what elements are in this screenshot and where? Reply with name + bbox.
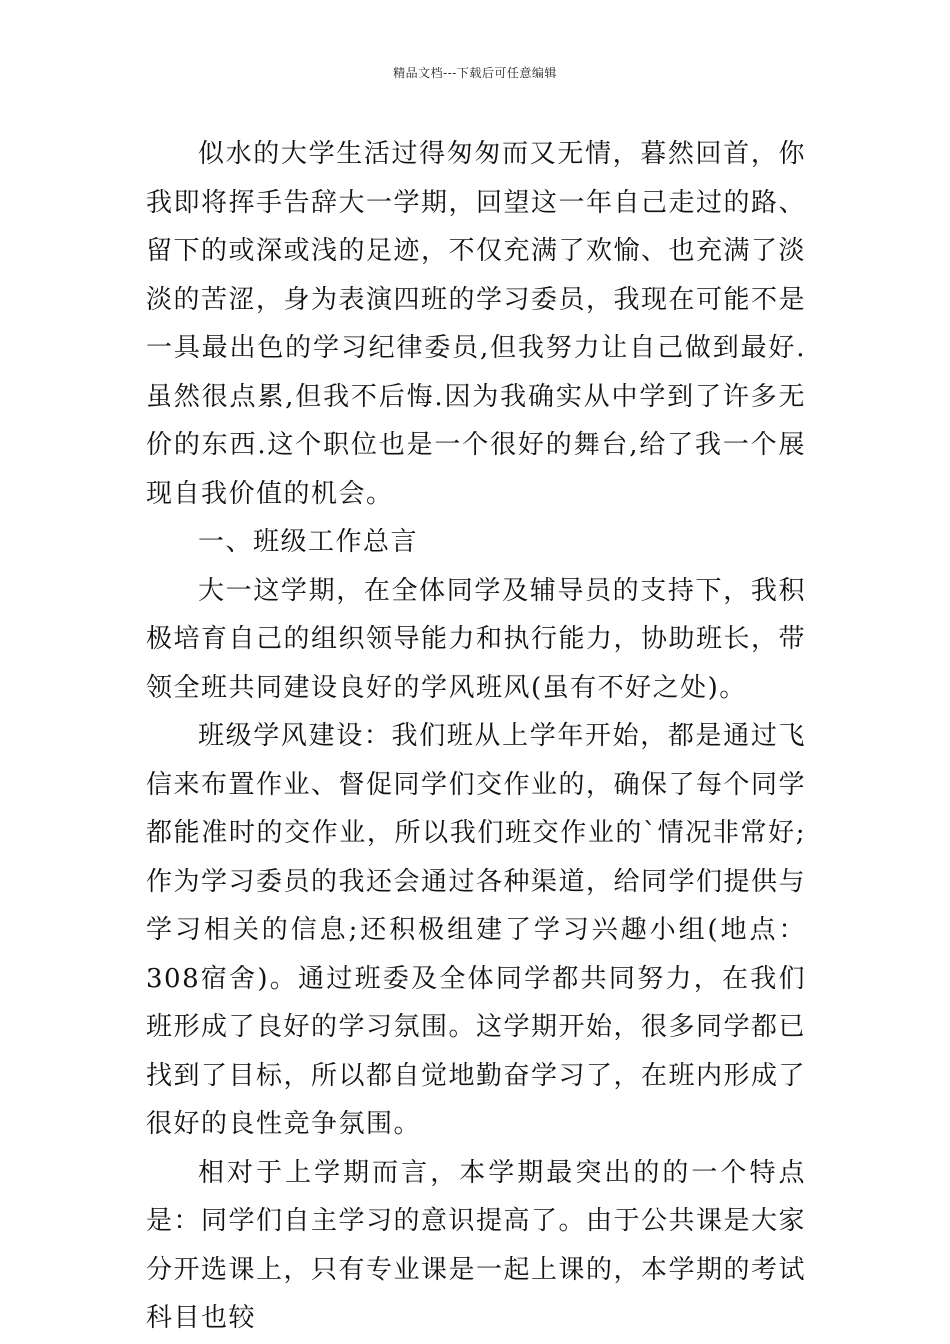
paragraph-comparison: 相对于上学期而言，本学期最突出的的一个特点是：同学们自主学习的意识提高了。由于公共课是大家分开选课上，只有专业课是一起上课的，本学期的考试科目也较 <box>146 1157 807 1333</box>
page-header: 精品文档---下载后可任意编辑 <box>393 66 557 80</box>
paragraph-class-work: 大一这学期，在全体同学及辅导员的支持下，我积极培育自己的组织领导能力和执行能力，协助班长，带领全班共同建设良好的学风班风(虽有不好之处)。 <box>146 575 807 703</box>
paragraph-study-style: 班级学风建设：我们班从上学年开始，都是通过飞信来布置作业、督促同学们交作业的，确保了每个同学都能准时的交作业，所以我们班交作业的`情况非常好;作为学习委员的我还会通过各种渠道，给同学们提供与学习相关的信息;还积极组建了学习兴趣小组(地点：308宿舍)。通过班委及全体同学都共同努力，在我们班形成了良好的学习氛围。这学期开始，很多同学都已找到了目标，所以都自觉地勤奋学习了，在班内形成了很好的良性竞争氛围。 <box>146 721 807 1139</box>
document-body <box>146 130 806 1343</box>
paragraph-intro: 似水的大学生活过得匆匆而又无情，暮然回首，你我即将挥手告辞大一学期，回望这一年自己走过的路、留下的或深或浅的足迹，不仅充满了欢愉、也充满了淡淡的苦涩，身为表演四班的学习委员，我现在可能不是一具最出色的学习纪律委员,但我努力让自己做到最好.虽然很点累,但我不后悔.因为我确实从中学到了许多无价的东西.这个职位也是一个很好的舞台,给了我一个展现自我价值的机会。 <box>146 139 807 509</box>
section-heading: 一、班级工作总言 <box>198 527 419 557</box>
